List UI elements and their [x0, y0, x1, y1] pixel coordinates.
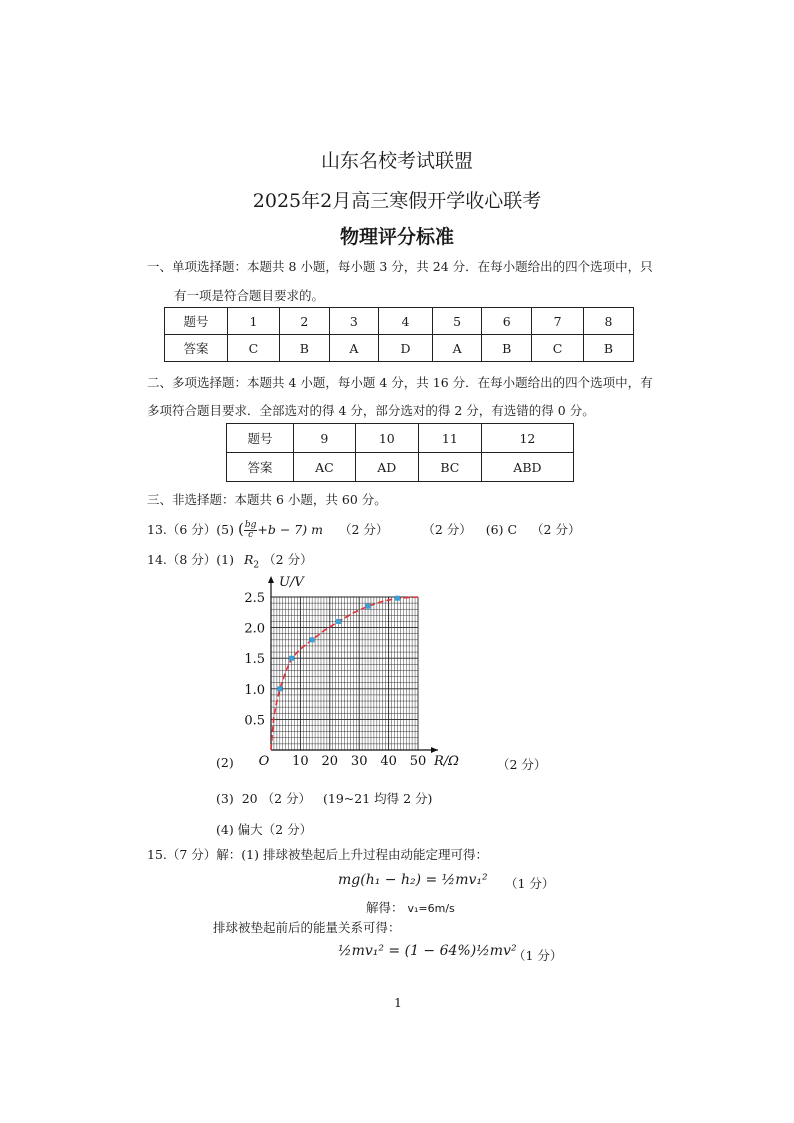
q15-equation-1: mg(h₁ − h₂) = ½mv₁²	[338, 872, 488, 888]
single-choice-answer-table	[164, 307, 634, 362]
table-cell: 7	[532, 308, 584, 335]
q15-solve-value: v₁=6m/s	[407, 902, 455, 915]
q13-part6: (6) C	[485, 522, 518, 537]
section3-heading: 三、非选择题：本题共 6 小题，共 60 分。	[147, 492, 387, 507]
q13-frac-num: bg	[244, 520, 257, 530]
x-axis-arrow	[431, 747, 438, 753]
table-cell: 4	[378, 308, 432, 335]
table-cell: 5	[433, 308, 482, 335]
section2-heading-line2: 多项符合题目要求．全部选对的得 4 分，部分选对的得 2 分，有选错的得 0 分。	[147, 403, 595, 418]
table-cell: 题号	[227, 424, 294, 453]
q15-equation-1-score: （1 分）	[505, 876, 555, 891]
q14-part4: (4) 偏大（2 分）	[216, 822, 313, 837]
u-r-graph	[238, 572, 478, 772]
table-row	[165, 308, 634, 335]
table-cell: 9	[294, 424, 356, 453]
table-cell: ABD	[481, 453, 573, 482]
q13-fraction	[244, 521, 258, 540]
q15-equation-2-score: （1 分）	[513, 948, 563, 963]
q15-equation-2: ½mv₁² = (1 − 64%)½mv²	[338, 943, 517, 959]
table-cell: B	[279, 335, 329, 362]
q13-expression-rest: +b − 7) m	[257, 522, 323, 537]
q13-score-3: （2 分）	[531, 522, 581, 537]
table-cell: 10	[355, 424, 418, 453]
q13-prefix: 13.（6 分）(5)	[147, 522, 235, 537]
q15-energy-relation: 排球被垫起前后的能量关系可得：	[213, 920, 401, 935]
section1-heading-line2: 有一项是符合题目要求的。	[174, 288, 325, 303]
x-tick-label: 10	[292, 754, 309, 769]
multiple-choice-answer-table	[226, 423, 574, 482]
q14-answer-subscript: 2	[253, 560, 260, 571]
table-cell: 12	[481, 424, 573, 453]
table-cell: 6	[482, 308, 532, 335]
q14-part2-score: （2 分）	[497, 757, 547, 772]
q13-score-1: （2 分）	[338, 522, 389, 537]
data-point	[336, 619, 341, 624]
x-tick-label: 30	[350, 754, 368, 769]
q14-part3-note: (19~21 均得 2 分)	[323, 791, 433, 806]
y-tick-label: 2.0	[244, 621, 265, 637]
q14-part3-value: 20	[241, 791, 258, 806]
x-tick-label: 50	[409, 754, 427, 769]
data-point	[366, 604, 371, 609]
table-cell: B	[584, 335, 634, 362]
q14-line	[147, 550, 313, 571]
table-row	[227, 453, 574, 482]
table-row	[165, 335, 634, 362]
y-tick-label: 0.5	[244, 713, 265, 729]
q14-prefix: 14.（8 分）(1)	[147, 552, 235, 567]
table-cell: 1	[228, 308, 280, 335]
section1-heading-line1: 一、单项选择题：本题共 8 小题，每小题 3 分，共 24 分．在每小题给出的四个选项中，只	[147, 259, 653, 274]
table-cell: 11	[418, 424, 481, 453]
q13-frac-den: c	[248, 530, 254, 540]
x-axis-label: R/Ω	[434, 754, 459, 769]
x-tick-label: 40	[380, 754, 397, 769]
table-cell: C	[228, 335, 280, 362]
exam-session-title: 2025年2月高三寒假开学收心联考	[252, 190, 542, 212]
table-cell: 3	[329, 308, 378, 335]
table-cell: C	[532, 335, 584, 362]
q13-score-2: （2 分）	[422, 522, 472, 537]
q14-part3-line	[216, 789, 432, 807]
q15-intro: 15.（7 分）解：(1) 排球被垫起后上升过程由动能定理可得：	[147, 847, 488, 862]
table-cell: A	[433, 335, 482, 362]
q14-score-1: （2 分）	[263, 552, 313, 567]
table-cell: AC	[294, 453, 356, 482]
page-number: 1	[394, 995, 402, 1010]
y-axis-label: U/V	[279, 575, 304, 590]
q14-part3-label: (3)	[216, 791, 234, 806]
data-point	[277, 686, 282, 691]
table-cell: 题号	[165, 308, 228, 335]
q15-solve-line	[366, 898, 455, 916]
q14-part3-score: （2 分）	[261, 791, 312, 806]
table-cell: B	[482, 335, 532, 362]
table-row	[227, 424, 574, 453]
table-cell: A	[329, 335, 378, 362]
table-cell: 8	[584, 308, 634, 335]
section2-heading-line1: 二、多项选择题：本题共 4 小题，每小题 4 分，共 16 分．在每小题给出的四个选项中，有	[147, 375, 653, 390]
origin-label: O	[258, 754, 270, 769]
y-tick-label: 1.0	[244, 682, 265, 698]
table-cell: D	[378, 335, 432, 362]
table-cell: 2	[279, 308, 329, 335]
scoring-standard-title: 物理评分标准	[339, 226, 454, 248]
y-tick-label: 2.5	[244, 591, 265, 606]
table-cell: 答案	[165, 335, 228, 362]
exam-union-title: 山东名校考试联盟	[320, 150, 473, 172]
q15-solve-label: 解得：	[366, 900, 404, 915]
table-cell: 答案	[227, 453, 294, 482]
q13-open-paren: (	[238, 520, 244, 538]
table-cell: AD	[355, 453, 418, 482]
y-axis-arrow	[268, 576, 274, 583]
q14-answer-r: R	[244, 552, 254, 567]
table-cell: BC	[418, 453, 481, 482]
q13-line	[147, 520, 580, 540]
q14-part2-label: (2)	[216, 755, 234, 770]
data-point	[289, 656, 294, 661]
tick-labels	[244, 575, 459, 769]
x-tick-label: 20	[321, 754, 339, 769]
data-point	[395, 596, 400, 601]
data-point	[310, 637, 315, 642]
y-tick-label: 1.5	[244, 652, 265, 668]
chart-grid	[271, 597, 418, 750]
